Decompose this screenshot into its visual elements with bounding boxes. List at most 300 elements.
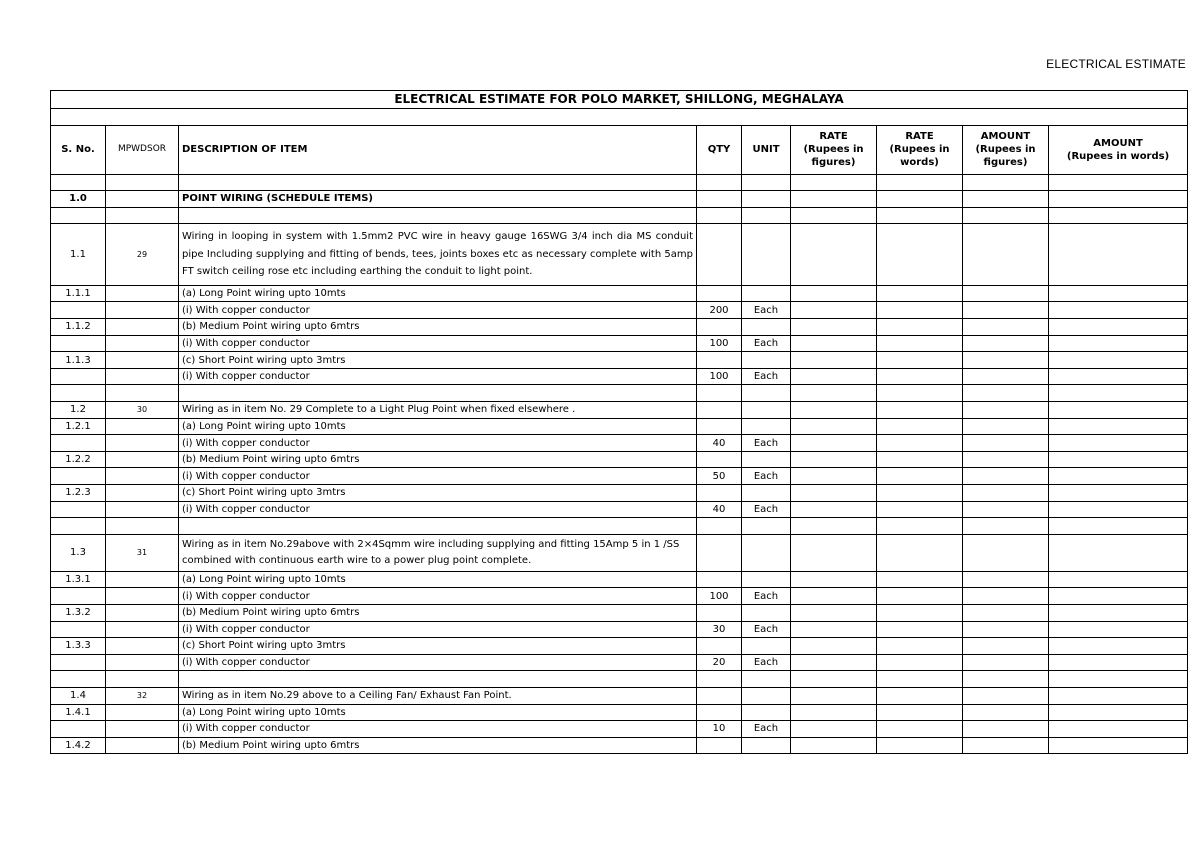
amount-words-cell [1049,621,1188,638]
unit-cell: Each [742,468,791,485]
amount-figures-cell [963,451,1049,468]
header-rate-figures [791,125,877,174]
description-cell: (a) Long Point wiring upto 10mts [179,571,697,588]
qty-cell: 20 [697,654,742,671]
rate-figures-cell [791,621,877,638]
table-row [51,485,1188,502]
rate-words-cell [877,418,963,435]
amount-figures-cell [963,604,1049,621]
sor-cell [106,704,179,721]
sno-cell [51,621,106,638]
rate-words-cell [877,451,963,468]
sno-cell: 1.3.1 [51,571,106,588]
sor-cell [106,468,179,485]
rate-words-cell [877,319,963,336]
amount-figures-cell [963,352,1049,369]
table-row [51,224,1188,286]
header-line: RATE [819,131,848,143]
sno-cell: 1.3 [51,534,106,571]
table-row [51,654,1188,671]
header-amount-figures [963,125,1049,174]
rate-words-cell [877,174,963,191]
unit-cell [742,518,791,535]
description-cell [179,671,697,688]
page-header: ELECTRICAL ESTIMATE [1046,57,1186,71]
qty-cell [697,518,742,535]
rate-figures-cell [791,451,877,468]
table-row [51,302,1188,319]
rate-words-cell [877,335,963,352]
table-row [51,671,1188,688]
sor-cell [106,418,179,435]
unit-cell: Each [742,654,791,671]
sno-cell: 1.2 [51,402,106,419]
amount-words-cell [1049,704,1188,721]
sor-cell [106,671,179,688]
header-sor: MPWDSOR [106,125,179,174]
qty-cell [697,174,742,191]
rate-figures-cell [791,285,877,302]
qty-cell: 100 [697,335,742,352]
header-line: RATE [905,131,934,143]
table-row [51,621,1188,638]
sor-cell [106,654,179,671]
table-row [51,518,1188,535]
qty-cell [697,671,742,688]
qty-cell [697,737,742,754]
qty-cell: 30 [697,621,742,638]
qty-cell [697,687,742,704]
sno-cell: 1.0 [51,191,106,208]
amount-figures-cell [963,402,1049,419]
table-row [51,174,1188,191]
unit-cell: Each [742,621,791,638]
table-row [51,571,1188,588]
sor-cell [106,737,179,754]
sor-cell: 30 [106,402,179,419]
sno-cell: 1.3.2 [51,604,106,621]
amount-words-cell [1049,319,1188,336]
rate-figures-cell [791,687,877,704]
sor-cell [106,385,179,402]
table-row [51,191,1188,208]
sor-cell [106,191,179,208]
table-row [51,737,1188,754]
amount-figures-cell [963,501,1049,518]
rate-figures-cell [791,435,877,452]
amount-words-cell [1049,485,1188,502]
table-row [51,534,1188,571]
description-cell: (i) With copper conductor [179,335,697,352]
header-line: figures) [983,157,1028,169]
unit-cell: Each [742,302,791,319]
header-amount-words [1049,125,1188,174]
amount-words-cell [1049,588,1188,605]
rate-words-cell [877,385,963,402]
header-line: figures) [811,157,856,169]
amount-figures-cell [963,654,1049,671]
sor-cell [106,451,179,468]
rate-words-cell [877,704,963,721]
qty-cell [697,485,742,502]
rate-figures-cell [791,368,877,385]
amount-figures-cell [963,302,1049,319]
amount-figures-cell [963,319,1049,336]
amount-words-cell [1049,302,1188,319]
description-cell [179,174,697,191]
amount-figures-cell [963,418,1049,435]
table-row [51,207,1188,224]
rate-figures-cell [791,191,877,208]
description-cell: (c) Short Point wiring upto 3mtrs [179,352,697,369]
qty-cell [697,352,742,369]
description-cell: (i) With copper conductor [179,654,697,671]
description-cell: (c) Short Point wiring upto 3mtrs [179,485,697,502]
amount-figures-cell [963,518,1049,535]
sor-cell [106,485,179,502]
amount-words-cell [1049,285,1188,302]
amount-words-cell [1049,638,1188,655]
description-cell: (a) Long Point wiring upto 10mts [179,704,697,721]
description-cell: (b) Medium Point wiring upto 6mtrs [179,319,697,336]
unit-cell [742,485,791,502]
table-row [51,335,1188,352]
unit-cell: Each [742,721,791,738]
qty-cell: 50 [697,468,742,485]
unit-cell [742,704,791,721]
amount-figures-cell [963,368,1049,385]
rate-words-cell [877,485,963,502]
qty-cell [697,319,742,336]
sno-cell [51,207,106,224]
amount-words-cell [1049,207,1188,224]
header-line: (Rupees in words) [1066,150,1170,162]
description-cell: (c) Short Point wiring upto 3mtrs [179,638,697,655]
sno-cell [51,468,106,485]
rate-words-cell [877,224,963,286]
rate-words-cell [877,604,963,621]
amount-words-cell [1049,368,1188,385]
amount-figures-cell [963,191,1049,208]
description-cell: (a) Long Point wiring upto 10mts [179,285,697,302]
qty-cell: 40 [697,501,742,518]
amount-figures-cell [963,207,1049,224]
sno-cell: 1.2.2 [51,451,106,468]
table-row [51,402,1188,419]
rate-figures-cell [791,385,877,402]
sor-cell: 29 [106,224,179,286]
description-cell: (b) Medium Point wiring upto 6mtrs [179,451,697,468]
amount-figures-cell [963,485,1049,502]
amount-figures-cell [963,385,1049,402]
header-line: AMOUNT [1093,137,1143,149]
unit-cell: Each [742,368,791,385]
table-row [51,319,1188,336]
header-line: AMOUNT [980,131,1031,143]
amount-words-cell [1049,518,1188,535]
table-row [51,368,1188,385]
table-row [51,588,1188,605]
rate-figures-cell [791,224,877,286]
sor-cell [106,435,179,452]
rate-figures-cell [791,638,877,655]
description-cell: Wiring in looping in system with 1.5mm2 PVC wire in heavy gauge 16SWG 3/4 inch dia MS conduit pipe Including supplying and fitting of bends, tees, joints boxes etc as necessary complete with 5amp FT switch ceiling rose etc including earthing the conduit to light point. [179,224,697,286]
amount-figures-cell [963,468,1049,485]
amount-figures-cell [963,721,1049,738]
rate-words-cell [877,588,963,605]
rate-figures-cell [791,534,877,571]
sor-cell [106,621,179,638]
header-sno: S. No. [51,125,106,174]
qty-cell [697,638,742,655]
unit-cell: Each [742,501,791,518]
sno-cell: 1.1.3 [51,352,106,369]
description-cell: Wiring as in item No.29 above to a Ceiling Fan/ Exhaust Fan Point. [179,687,697,704]
amount-figures-cell [963,224,1049,286]
unit-cell [742,174,791,191]
qty-cell [697,385,742,402]
header-line: (Rupees in [889,144,950,156]
amount-figures-cell [963,435,1049,452]
rate-words-cell [877,654,963,671]
spacer-cell [51,109,1188,126]
spacer-row [51,109,1188,126]
header-line: (Rupees in [975,144,1036,156]
title-row [51,91,1188,109]
rate-figures-cell [791,737,877,754]
amount-words-cell [1049,191,1188,208]
table-row [51,687,1188,704]
sor-cell [106,501,179,518]
description-cell: (i) With copper conductor [179,435,697,452]
amount-words-cell [1049,534,1188,571]
rate-figures-cell [791,485,877,502]
table-row [51,638,1188,655]
unit-cell [742,571,791,588]
unit-cell [742,319,791,336]
amount-words-cell [1049,571,1188,588]
amount-figures-cell [963,671,1049,688]
rate-words-cell [877,501,963,518]
unit-cell [742,385,791,402]
sno-cell: 1.4.1 [51,704,106,721]
amount-words-cell [1049,335,1188,352]
rate-figures-cell [791,501,877,518]
unit-cell [742,687,791,704]
rate-figures-cell [791,721,877,738]
unit-cell [742,418,791,435]
amount-words-cell [1049,737,1188,754]
rate-words-cell [877,468,963,485]
amount-figures-cell [963,335,1049,352]
rate-figures-cell [791,518,877,535]
description-cell: (i) With copper conductor [179,302,697,319]
amount-words-cell [1049,671,1188,688]
rate-figures-cell [791,352,877,369]
unit-cell: Each [742,588,791,605]
rate-words-cell [877,721,963,738]
table-row [51,418,1188,435]
table-row [51,435,1188,452]
sor-cell [106,604,179,621]
rate-words-cell [877,571,963,588]
sno-cell: 1.1.2 [51,319,106,336]
description-cell: (i) With copper conductor [179,721,697,738]
sor-cell [106,588,179,605]
rate-figures-cell [791,468,877,485]
sno-cell: 1.3.3 [51,638,106,655]
table-row [51,451,1188,468]
description-cell: (a) Long Point wiring upto 10mts [179,418,697,435]
qty-cell [697,534,742,571]
sor-cell [106,319,179,336]
table-row [51,385,1188,402]
unit-cell [742,737,791,754]
sor-cell [106,518,179,535]
sno-cell: 1.2.3 [51,485,106,502]
description-cell: POINT WIRING (SCHEDULE ITEMS) [179,191,697,208]
rate-words-cell [877,368,963,385]
sno-cell [51,671,106,688]
sor-cell [106,207,179,224]
amount-figures-cell [963,285,1049,302]
sor-cell: 32 [106,687,179,704]
unit-cell: Each [742,435,791,452]
sno-cell [51,385,106,402]
sno-cell [51,435,106,452]
amount-words-cell [1049,604,1188,621]
header-qty: QTY [697,125,742,174]
sno-cell [51,501,106,518]
qty-cell [697,402,742,419]
qty-cell [697,224,742,286]
sno-cell: 1.1 [51,224,106,286]
sno-cell [51,335,106,352]
sno-cell: 1.2.1 [51,418,106,435]
sor-cell: 31 [106,534,179,571]
estimate-table [50,90,1188,754]
unit-cell [742,671,791,688]
table-row [51,604,1188,621]
amount-words-cell [1049,468,1188,485]
qty-cell: 40 [697,435,742,452]
header-rate-words [877,125,963,174]
qty-cell: 10 [697,721,742,738]
header-unit: UNIT [742,125,791,174]
sno-cell [51,302,106,319]
rate-figures-cell [791,571,877,588]
amount-figures-cell [963,638,1049,655]
qty-cell [697,285,742,302]
amount-words-cell [1049,451,1188,468]
amount-words-cell [1049,174,1188,191]
amount-words-cell [1049,435,1188,452]
sno-cell [51,721,106,738]
sor-cell [106,335,179,352]
sno-cell: 1.4.2 [51,737,106,754]
rate-figures-cell [791,604,877,621]
sor-cell [106,721,179,738]
sno-cell [51,368,106,385]
rate-words-cell [877,207,963,224]
unit-cell [742,285,791,302]
unit-cell [742,191,791,208]
qty-cell [697,704,742,721]
table-row [51,285,1188,302]
amount-figures-cell [963,621,1049,638]
rate-words-cell [877,638,963,655]
amount-figures-cell [963,737,1049,754]
sor-cell [106,571,179,588]
rate-figures-cell [791,671,877,688]
sno-cell [51,588,106,605]
amount-figures-cell [963,704,1049,721]
unit-cell [742,224,791,286]
qty-cell: 200 [697,302,742,319]
unit-cell [742,604,791,621]
unit-cell [742,451,791,468]
sno-cell: 1.4 [51,687,106,704]
description-cell [179,385,697,402]
description-cell: (i) With copper conductor [179,501,697,518]
rate-words-cell [877,402,963,419]
qty-cell [697,418,742,435]
unit-cell [742,352,791,369]
description-cell: (i) With copper conductor [179,588,697,605]
rate-figures-cell [791,588,877,605]
sno-cell [51,174,106,191]
rate-words-cell [877,518,963,535]
sor-cell [106,368,179,385]
amount-figures-cell [963,174,1049,191]
sor-cell [106,302,179,319]
rate-figures-cell [791,654,877,671]
qty-cell: 100 [697,368,742,385]
table-row [51,501,1188,518]
rate-figures-cell [791,402,877,419]
rate-words-cell [877,621,963,638]
unit-cell [742,534,791,571]
rate-figures-cell [791,302,877,319]
header-description: DESCRIPTION OF ITEM [179,125,697,174]
description-cell: Wiring as in item No. 29 Complete to a Light Plug Point when fixed elsewhere . [179,402,697,419]
sno-cell: 1.1.1 [51,285,106,302]
sno-cell [51,654,106,671]
amount-figures-cell [963,687,1049,704]
rate-words-cell [877,534,963,571]
rate-words-cell [877,737,963,754]
sor-cell [106,638,179,655]
rate-words-cell [877,285,963,302]
sno-cell [51,518,106,535]
description-cell: (i) With copper conductor [179,468,697,485]
table-row [51,721,1188,738]
qty-cell [697,191,742,208]
sor-cell [106,174,179,191]
sor-cell [106,285,179,302]
rate-words-cell [877,435,963,452]
amount-figures-cell [963,571,1049,588]
qty-cell [697,571,742,588]
amount-words-cell [1049,418,1188,435]
amount-words-cell [1049,654,1188,671]
header-line: (Rupees in [803,144,864,156]
header-row [51,125,1188,174]
amount-words-cell [1049,721,1188,738]
rate-words-cell [877,191,963,208]
description-cell: (b) Medium Point wiring upto 6mtrs [179,737,697,754]
rate-figures-cell [791,704,877,721]
